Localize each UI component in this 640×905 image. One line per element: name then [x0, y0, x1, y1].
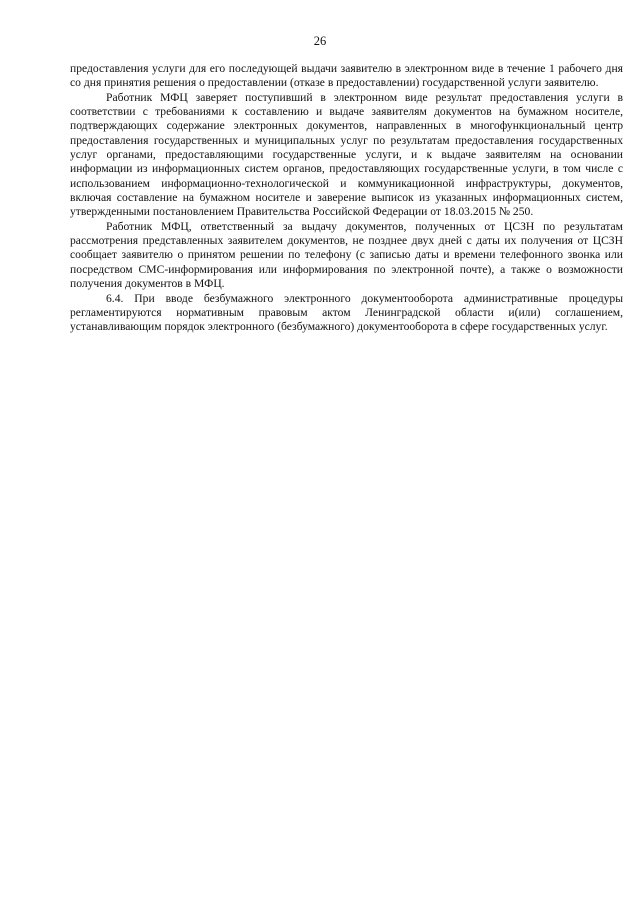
- paragraph-continuation: предоставления услуги для его последующей выдачи заявителю в электронном виде в течение 1 рабочего дня со дня принятия решения о предоставлении (отказе в предоставлении) государственной услуги заявителю.: [70, 62, 623, 90]
- page-number: 26: [313, 34, 327, 48]
- document-body: [70, 62, 623, 335]
- paragraph-section-6-4: 6.4. При вводе безбумажного электронного документооборота административные процедуры регламентируются нормативным правовым актом Ленинградской области и(или) соглашением, устанавливающим порядок электронного (безбумажного) документооборота в сфере государственных услуг.: [70, 291, 623, 334]
- paragraph-mfc-notification: Работник МФЦ, ответственный за выдачу документов, полученных от ЦСЗН по результатам рассмотрения представленных заявителем документов, не позднее двух дней с даты их получения от ЦСЗН сообщает заявителю о принятом решении по телефону (с записью даты и времени телефонного звонка или посредством СМС-информирования или информирования по электронной почте), а также о возможности получения документов в МФЦ.: [70, 219, 623, 291]
- paragraph-mfc-certification: Работник МФЦ заверяет поступивший в электронном виде результат предоставления услуги в соответствии с требованиями к составлению и выдаче заявителям документов на бумажном носителе, подтверждающих содержание электронных документов, направленных в многофункциональный центр предоставления государственных и муниципальных услуг по результатам предоставления государственных услуг органами, предоставляющими государственные услуги, и к выдаче заявителям на основании информации из информационных систем органов, предоставляющих государственные услуги, в том числе с использованием информационно-технологической и коммуникационной инфраструктуры, документов, включая составление на бумажном носителе и заверение выписок из указанных информационных систем, утвержденными постановлением Правительства Российской Федерации от 18.03.2015 № 250.: [70, 90, 623, 219]
